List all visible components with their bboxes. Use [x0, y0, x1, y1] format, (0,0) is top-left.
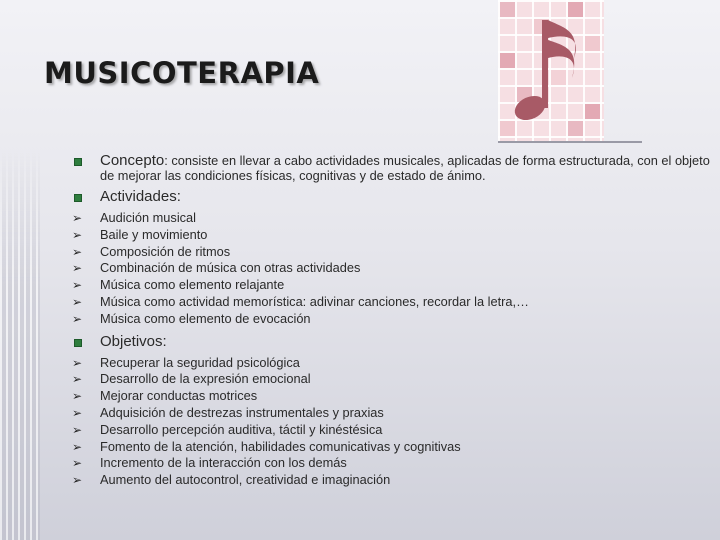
- arrow-bullet-icon: ➢: [72, 405, 83, 420]
- arrow-bullet-icon: ➢: [72, 244, 83, 259]
- list-item: ➢ Recuperar la seguridad psicológica: [72, 354, 300, 370]
- concept-text: : consiste en llevar a cabo actividades musicales, aplicadas de forma estructurada, con el objeto de mejorar las condiciones físicas, cognitivas y de estado de ánimo.: [100, 153, 710, 183]
- arrow-bullet-icon: ➢: [72, 456, 83, 471]
- list-item: ➢ Mejorar conductas motrices: [72, 388, 258, 404]
- list-item: ➢ Audición musical: [72, 210, 197, 225]
- objectives-heading-row: [72, 333, 712, 351]
- activities-heading-row: [72, 188, 712, 206]
- arrow-bullet-icon: ➢: [72, 261, 83, 276]
- list-item: ➢ Aumento del autocontrol, creatividad e imaginación: [72, 472, 391, 488]
- arrow-bullet-icon: ➢: [72, 439, 83, 454]
- list-item: ➢ Adquisición de destrezas instrumentales y praxias: [72, 404, 384, 420]
- activities-heading: Actividades:: [100, 188, 181, 205]
- list-item: ➢ Desarrollo de la expresión emocional: [72, 371, 311, 387]
- arrow-bullet-icon: ➢: [72, 227, 83, 242]
- objectives-heading: Objetivos:: [100, 332, 167, 350]
- arrow-bullet-icon: ➢: [72, 422, 83, 437]
- square-bullet-icon: [74, 339, 82, 347]
- square-bullet-icon: [74, 158, 82, 166]
- concept-term: Concepto: [100, 152, 165, 169]
- list-item: ➢ Incremento de la interacción con los demás: [72, 455, 347, 471]
- arrow-bullet-icon: ➢: [72, 389, 83, 404]
- list-item: ➢ Fomento de la atención, habilidades comunicativas y cognitivas: [72, 438, 461, 454]
- list-item: ➢ Composición de ritmos: [72, 243, 231, 259]
- list-item: ➢ Combinación de música con otras actividades: [72, 260, 361, 276]
- decorative-stripes: [0, 150, 40, 540]
- slide-content: [72, 149, 712, 489]
- square-bullet-icon: [74, 194, 82, 202]
- arrow-bullet-icon: ➢: [72, 355, 83, 370]
- list-item: ➢ Música como elemento de evocación: [72, 310, 311, 326]
- list-item: ➢ Música como actividad memorística: adivinar canciones, recordar la letra,…: [72, 293, 529, 309]
- list-item: ➢ Baile y movimiento: [72, 226, 208, 242]
- concept-item: [72, 153, 712, 183]
- arrow-bullet-icon: ➢: [72, 294, 83, 309]
- music-note-icon: [498, 0, 604, 143]
- arrow-bullet-icon: ➢: [72, 372, 83, 387]
- list-item: ➢ Música como elemento relajante: [72, 277, 285, 293]
- arrow-bullet-icon: ➢: [72, 278, 83, 293]
- arrow-bullet-icon: ➢: [72, 473, 83, 488]
- arrow-bullet-icon: ➢: [72, 211, 83, 225]
- music-note-logo: [498, 0, 604, 143]
- page-title: MUSICOTERAPIA: [44, 56, 320, 90]
- list-item: ➢ Desarrollo percepción auditiva, táctil y kinéstésica: [72, 421, 383, 437]
- arrow-bullet-icon: ➢: [72, 311, 83, 326]
- title-rule: [498, 141, 642, 143]
